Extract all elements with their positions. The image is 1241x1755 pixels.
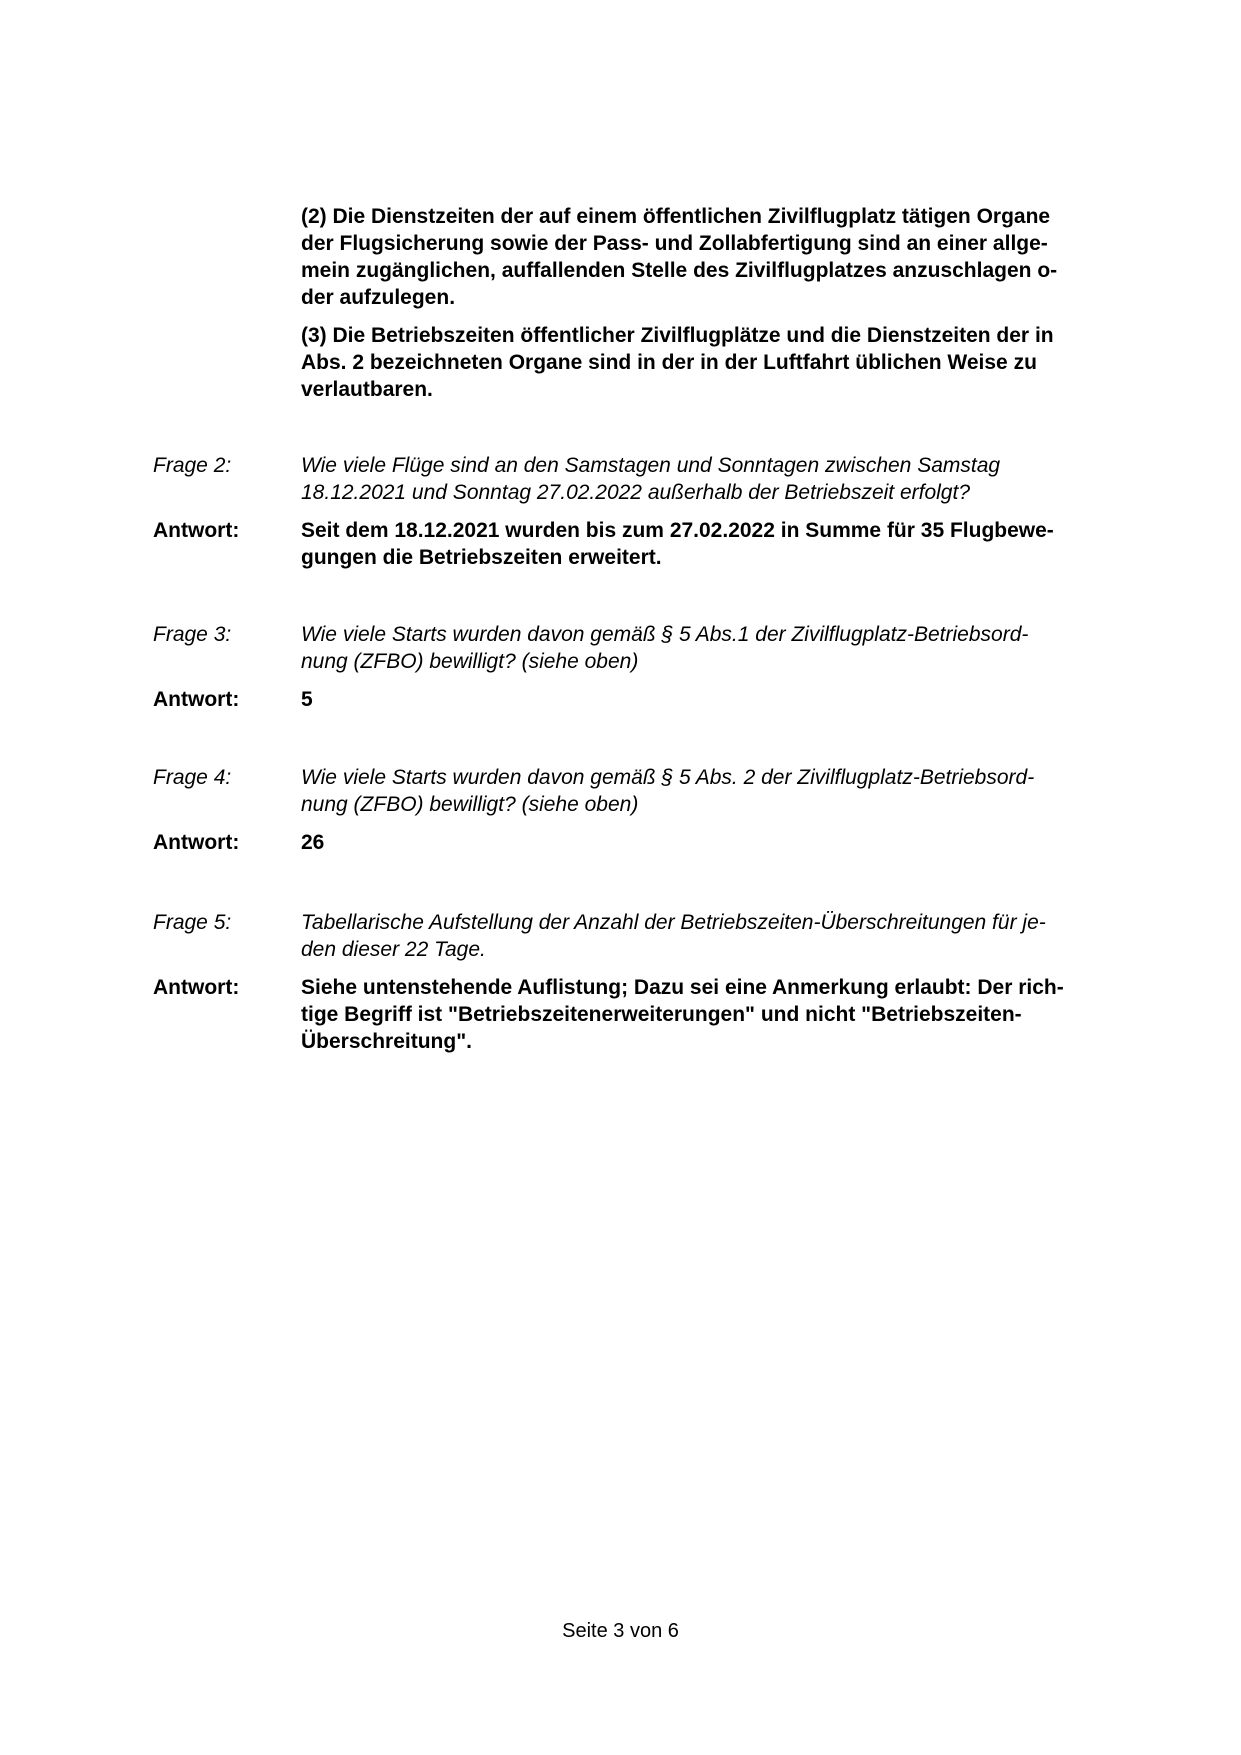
question-label: Frage 5: xyxy=(153,911,232,934)
question-text: Wie viele Starts wurden davon gemäß § 5 Abs.1 der Zivilflugplatz-Betriebsord- nung (ZFBO) bewilligt? (siehe oben) xyxy=(301,623,1029,673)
answer-label: Antwort: xyxy=(153,519,240,542)
answer-text: Seit dem 18.12.2021 wurden bis zum 27.02.2022 in Summe für 35 Flugbewe- gungen die Betriebszeiten erweitert. xyxy=(301,519,1054,569)
question-label: Frage 2: xyxy=(153,454,232,477)
answer-label: Antwort: xyxy=(153,976,240,999)
paragraph-2: (2) Die Dienstzeiten der auf einem öffentlichen Zivilflugplatz tätigen Organe der Flugsicherung sowie der Pass- und Zollabfertigung sind an einer allge- mein zugänglichen, auffallenden Stelle des Zivilflugplatzes anzuschlagen o- der aufzulegen. xyxy=(301,205,1058,309)
answer-text: Siehe untenstehende Auflistung; Dazu sei eine Anmerkung erlaubt: Der rich- tige Begriff ist "Betriebszeitenerweiterungen" und nicht "Betriebszeiten- Überschreitung". xyxy=(301,976,1064,1053)
question-label: Frage 3: xyxy=(153,623,232,646)
answer-text: 26 xyxy=(301,831,325,854)
question-text: Wie viele Flüge sind an den Samstagen und Sonntagen zwischen Samstag 18.12.2021 und Sonntag 27.02.2022 außerhalb der Betriebszeit erfolgt? xyxy=(301,454,1001,504)
question-text: Wie viele Starts wurden davon gemäß § 5 Abs. 2 der Zivilflugplatz-Betriebsord- nung (ZFBO) bewilligt? (siehe oben) xyxy=(301,766,1035,816)
answer-label: Antwort: xyxy=(153,831,240,854)
paragraph-3: (3) Die Betriebszeiten öffentlicher Zivilflugplätze und die Dienstzeiten der in Abs. 2 bezeichneten Organe sind in der in der Luftfahrt üblichen Weise zu verlautbaren. xyxy=(301,324,1054,401)
page-number: Seite 3 von 6 xyxy=(562,1620,679,1642)
answer-text: 5 xyxy=(301,688,313,711)
question-label: Frage 4: xyxy=(153,766,232,789)
answer-label: Antwort: xyxy=(153,688,240,711)
question-text: Tabellarische Aufstellung der Anzahl der Betriebszeiten-Überschreitungen für je- den dieser 22 Tage. xyxy=(301,911,1046,961)
